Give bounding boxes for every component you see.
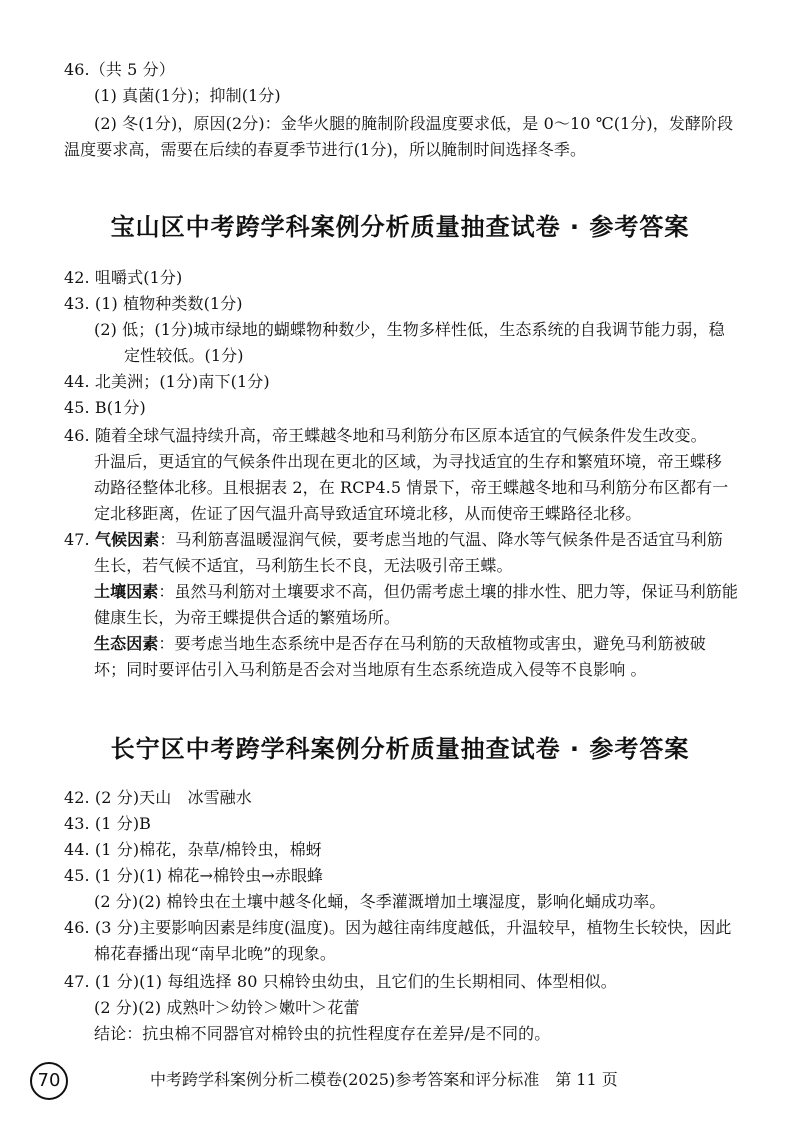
baoshan-q43-1: 43. (1) 植物种类数(1分) [64, 294, 243, 313]
changning-q44: 44. (1 分)棉花，杂草/棉铃虫，棉蚜 [64, 840, 322, 859]
ecology-factor-label: 生态因素 [94, 634, 159, 653]
baoshan-q46-line3: 动路径整体北移。且根据表 2，在 RCP4.5 情景下，帝王蝶越冬地和马利筋分布区都有一 [94, 478, 729, 497]
baoshan-q47-line3 [94, 582, 738, 602]
changning-q46-line2: 棉花春播出现“南早北晚”的现象。 [94, 944, 336, 963]
page-footer: 中考跨学科案例分析二模卷(2025)参考答案和评分标准 第 11 页 [150, 1070, 618, 1089]
baoshan-q42: 42. 咀嚼式(1分) [64, 268, 183, 287]
changning-q45-line2: (2 分)(2) 棉铃虫在土壤中越冬化蛹，冬季灌溉增加土壤湿度，影响化蛹成功率。 [94, 892, 666, 911]
changning-title: 长宁区中考跨学科案例分析质量抽查试卷 · 参考答案 [110, 735, 690, 763]
changning-q45-line1: 45. (1 分)(1) 棉花→棉铃虫→赤眼蜂 [64, 866, 324, 885]
baoshan-q46-line1: 46. 随着全球气温持续升高，帝王蝶越冬地和马利筋分布区原本适宜的气候条件发生改变。 [64, 426, 707, 445]
baoshan-q46-line2: 升温后，更适宜的气候条件出现在更北的区域，为寻找适宜的生存和繁殖环境，帝王蝶移 [94, 452, 722, 471]
baoshan-q47-line4: 健康生长，为帝王蝶提供合适的繁殖场所。 [94, 608, 400, 627]
page-number-badge: 70 [30, 1062, 68, 1100]
q46-part1: (1) 真菌(1分)；抑制(1分) [94, 86, 281, 105]
baoshan-q47-line1 [64, 530, 723, 550]
changning-q43: 43. (1 分)B [64, 814, 152, 833]
baoshan-q43-2-line2: 定性较低。(1分) [124, 346, 244, 365]
changning-q42: 42. (2 分)天山 冰雪融水 [64, 788, 252, 807]
baoshan-q47-number: 47. [64, 530, 90, 549]
changning-q47-line2: (2 分)(2) 成熟叶＞幼铃＞嫩叶＞花蕾 [94, 998, 360, 1017]
ecology-factor-text: ：要考虑当地生态系统中是否存在马利筋的天敌植物或害虫，避免马利筋被破 [158, 634, 706, 653]
baoshan-q47-line2: 生长，若气候不适宜，马利筋生长不良，无法吸引帝王蝶。 [94, 556, 513, 575]
changning-q46-line1: 46. (3 分)主要影响因素是纬度(温度)。因为越往南纬度越低，升温较早，植物生长较快，因此 [64, 918, 732, 937]
q46-heading: 46.（共 5 分） [64, 60, 175, 79]
q46-part2-line1: (2) 冬(1分)，原因(2分)：金华火腿的腌制阶段温度要求低，是 0～10 ℃(1分)，发酵阶段 [94, 114, 734, 133]
changning-q47-conclusion: 结论：抗虫棉不同器官对棉铃虫的抗性程度存在差异/是不同的。 [94, 1024, 551, 1043]
soil-factor-text: ：虽然马利筋对土壤要求不高，但仍需考虑土壤的排水性、肥力等，保证马利筋能 [158, 582, 739, 601]
baoshan-q47-line5 [94, 634, 706, 654]
baoshan-q45: 45. B(1分) [64, 398, 146, 417]
changning-q47-line1: 47. (1 分)(1) 每组选择 80 只棉铃虫幼虫，且它们的生长期相同、体型相似。 [64, 972, 617, 991]
baoshan-q44: 44. 北美洲；(1分)南下(1分) [64, 372, 270, 391]
q46-part2-line2: 温度要求高，需要在后续的春夏季节进行(1分)，所以腌制时间选择冬季。 [64, 140, 587, 159]
baoshan-title: 宝山区中考跨学科案例分析质量抽查试卷 · 参考答案 [110, 213, 690, 241]
baoshan-q46-line4: 定北移距离，佐证了因气温升高导致适宜环境北移，从而使帝王蝶路径北移。 [94, 504, 642, 523]
baoshan-q47-line6: 坏；同时要评估引入马利筋是否会对当地原有生态系统造成入侵等不良影响 。 [94, 660, 647, 679]
climate-factor-label: 气候因素 [94, 530, 160, 549]
soil-factor-label: 土壤因素 [94, 582, 159, 601]
climate-factor-text: ：马利筋喜温暖湿润气候，要考虑当地的气温、降水等气候条件是否适宜马利筋 [159, 530, 723, 549]
baoshan-q43-2-line1: (2) 低；(1分)城市绿地的蝴蝶物种数少，生物多样性低，生态系统的自我调节能力弱，稳 [94, 320, 725, 339]
